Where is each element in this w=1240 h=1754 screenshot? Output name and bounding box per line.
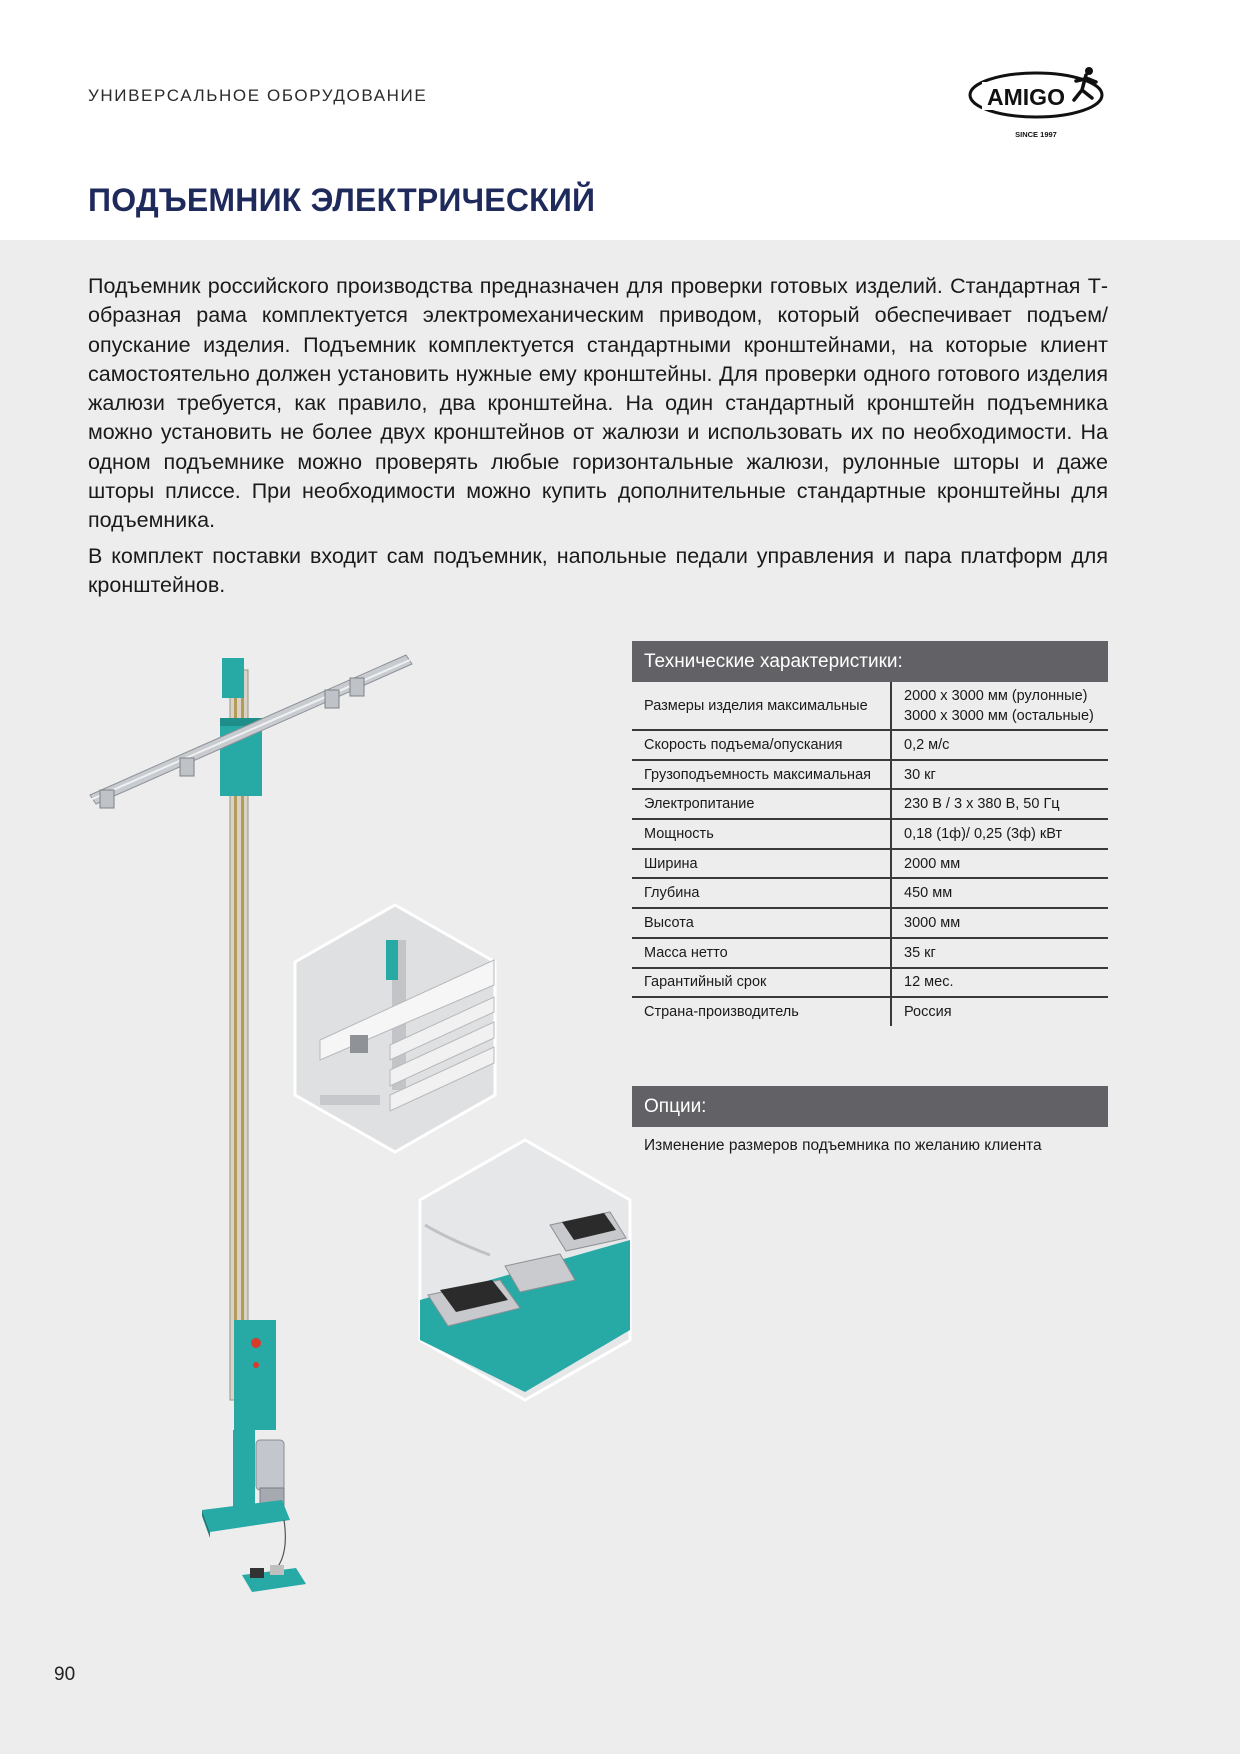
spec-label: Размеры изделия максимальные bbox=[632, 682, 891, 730]
table-row bbox=[632, 849, 1108, 879]
spec-label: Электропитание bbox=[632, 789, 891, 819]
table-row bbox=[632, 682, 1108, 730]
description-paragraph: В комплект поставки входит сам подъемник, напольные педали управления и пара платформ для кронштейнов. bbox=[88, 543, 1108, 597]
spec-value: Россия bbox=[904, 1004, 952, 1021]
options-panel bbox=[632, 1086, 1108, 1155]
description bbox=[88, 272, 1108, 606]
description-paragraph: Подъемник российского производства предназначен для проверки готовых изделий. Стандартная Т-образная рама комплектуется электромеханическим приводом, который обеспечивает подъем/опускание изделия. Подъемник комплектуется стандартными кронштейнами, на которые клиент самостоятельно должен установить нужные ему кронштейны. Для проверки одного готового изделия жалюзи требуется, как правило, два кронштейна. На один стандартный кронштейн подъемника можно установить не более двух кронштейнов от жалюзи и использовать их по необходимости. На одном подъемнике можно проверять любые горизонтальные жалюзи, рулонные шторы и даже шторы плиссе. При необходимости можно купить дополнительные стандартные кронштейны для подъемника. bbox=[88, 274, 1108, 533]
table-row bbox=[632, 968, 1108, 998]
table-row bbox=[632, 938, 1108, 968]
table-row bbox=[632, 760, 1108, 790]
spec-label: Мощность bbox=[632, 819, 891, 849]
page-header bbox=[0, 0, 1240, 240]
spec-value: 450 мм bbox=[891, 878, 1108, 908]
spec-label: Гарантийный срок bbox=[632, 968, 891, 998]
spec-label: Грузоподъемность максимальная bbox=[632, 760, 891, 790]
spec-value-line: 3000 х 3000 мм (остальные) bbox=[904, 707, 1094, 724]
spec-value: 0,2 м/с bbox=[891, 730, 1108, 760]
page-title: ПОДЪЕМНИК ЭЛЕКТРИЧЕСКИЙ bbox=[88, 182, 596, 218]
section-label: УНИВЕРСАЛЬНОЕ ОБОРУДОВАНИЕ bbox=[88, 86, 428, 105]
spec-value: 35 кг bbox=[891, 938, 1108, 968]
table-row bbox=[632, 730, 1108, 760]
lift-illustration bbox=[70, 640, 720, 1600]
spec-label: Скорость подъема/опускания bbox=[632, 730, 891, 760]
spec-value bbox=[891, 682, 1108, 730]
specs-panel bbox=[632, 641, 1108, 1026]
spec-value: 0,18 (1ф)/ 0,25 (3ф) кВт bbox=[891, 819, 1108, 849]
spec-value: 12 мес. bbox=[891, 968, 1108, 998]
spec-label: Ширина bbox=[632, 849, 891, 879]
page-number: 90 bbox=[54, 1664, 76, 1685]
spec-value: 2000 мм bbox=[891, 849, 1108, 879]
table-row bbox=[632, 819, 1108, 849]
table-row bbox=[632, 789, 1108, 819]
brand-name: AMIGO bbox=[987, 84, 1065, 110]
spec-label: Глубина bbox=[632, 878, 891, 908]
spec-label: Масса нетто bbox=[632, 938, 891, 968]
brand-tagline: SINCE 1997 bbox=[1015, 130, 1057, 139]
table-row bbox=[632, 997, 1108, 1026]
options-title: Опции: bbox=[632, 1086, 1108, 1127]
spec-value: 30 кг bbox=[891, 760, 1108, 790]
table-row bbox=[632, 908, 1108, 938]
specs-title: Технические характеристики: bbox=[632, 641, 1108, 682]
spec-value: 230 В / 3 х 380 В, 50 Гц bbox=[891, 789, 1108, 819]
spec-value-line: 2000 х 3000 мм (рулонные) bbox=[904, 687, 1088, 704]
table-row bbox=[632, 878, 1108, 908]
spec-label: Высота bbox=[632, 908, 891, 938]
spec-value: 3000 мм bbox=[891, 908, 1108, 938]
specs-table bbox=[632, 682, 1108, 1026]
spec-label: Страна-производитель bbox=[632, 997, 891, 1026]
amigo-logo bbox=[968, 60, 1110, 142]
option-item: Изменение размеров подъемника по желанию клиента bbox=[644, 1137, 1042, 1154]
